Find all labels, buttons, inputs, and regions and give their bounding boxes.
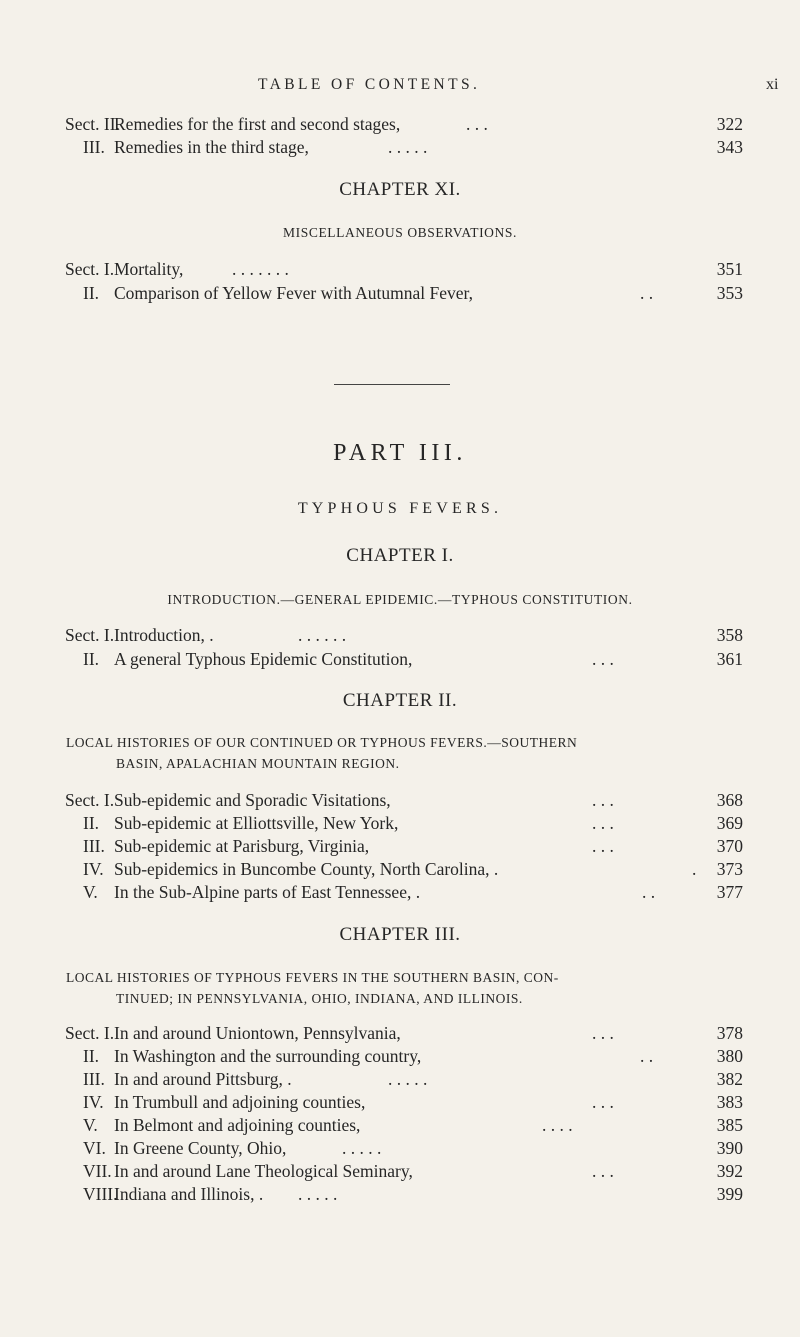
entry-page: 353	[716, 283, 743, 303]
toc-entry	[0, 1044, 800, 1068]
entry-title: Sub-epidemic and Sporadic Visitations,	[114, 790, 391, 810]
section-number: II.	[83, 283, 100, 303]
entry-page: 343	[716, 137, 743, 157]
section-number: Sect. I.	[65, 259, 115, 279]
leader-dots: . . .	[592, 790, 614, 810]
entry-title: A general Typhous Epidemic Constitution,	[114, 649, 413, 669]
part-heading: PART III.	[333, 440, 467, 466]
entry-title: Indiana and Illinois, .	[114, 1184, 264, 1204]
leader-dots: .	[692, 859, 697, 879]
toc-entry	[0, 857, 800, 881]
section-number: Sect. I.	[65, 625, 115, 645]
toc-entry	[0, 135, 800, 159]
section-number: VIII.	[83, 1184, 118, 1204]
leader-dots: . .	[642, 882, 656, 902]
entry-title: In the Sub-Alpine parts of East Tennessee, .	[114, 882, 421, 902]
section-number: Sect. II.	[65, 114, 120, 134]
section-number: II.	[83, 649, 100, 669]
leader-dots: . . . . . .	[298, 625, 347, 645]
section-number: III.	[83, 137, 105, 157]
entry-page: 370	[716, 836, 743, 856]
entry-title: Sub-epidemics in Buncombe County, North Carolina, .	[114, 859, 499, 879]
toc-entry	[0, 623, 800, 647]
chapter-heading: CHAPTER XI.	[339, 179, 461, 200]
entry-title: Sub-epidemic at Elliottsville, New York,	[114, 813, 399, 833]
leader-dots: . . .	[592, 1161, 614, 1181]
chapter-subheading: MISCELLANEOUS OBSERVATIONS.	[283, 225, 517, 240]
leader-dots: . . . . .	[388, 1069, 428, 1089]
toc-entry	[0, 1159, 800, 1183]
chapter-subheading-continued: BASIN, APALACHIAN MOUNTAIN REGION.	[116, 756, 400, 771]
section-number: II.	[83, 1046, 100, 1066]
chapter-subheading: LOCAL HISTORIES OF OUR CONTINUED OR TYPHOUS FEVERS.—SOUTHERN	[66, 735, 578, 750]
entry-page: 392	[716, 1161, 743, 1181]
section-number: Sect. I.	[65, 790, 115, 810]
entry-title: Remedies in the third stage,	[114, 137, 309, 157]
leader-dots: . .	[640, 283, 654, 303]
section-number: IV.	[83, 859, 104, 879]
chapter-heading: CHAPTER I.	[346, 545, 454, 566]
toc-entry	[0, 1113, 800, 1137]
section-number: III.	[83, 1069, 105, 1089]
running-head: TABLE OF CONTENTS.	[258, 76, 481, 93]
page-number: xi	[766, 76, 779, 93]
entry-page: 361	[716, 649, 743, 669]
toc-entry	[0, 1182, 800, 1206]
entry-page: 322	[716, 114, 743, 134]
chapter-heading: CHAPTER II.	[342, 690, 458, 711]
leader-dots: . . . .	[542, 1115, 573, 1135]
entry-page: 399	[716, 1184, 743, 1204]
toc-entry	[0, 1021, 800, 1045]
toc-entry	[0, 788, 800, 812]
entry-title: In and around Uniontown, Pennsylvania,	[114, 1023, 401, 1043]
entry-page: 385	[716, 1115, 743, 1135]
chapter-subheading: INTRODUCTION.—GENERAL EPIDEMIC.—TYPHOUS CONSTITUTION.	[167, 592, 633, 607]
entry-title: In Greene County, Ohio,	[114, 1138, 287, 1158]
chapter-subheading-continued: TINUED; IN PENNSYLVANIA, OHIO, INDIANA, AND ILLINOIS.	[116, 991, 523, 1006]
entry-page: 382	[716, 1069, 743, 1089]
toc-entry	[0, 1136, 800, 1160]
leader-dots: . . .	[592, 1023, 614, 1043]
entry-page: 373	[716, 859, 743, 879]
entry-page: 368	[716, 790, 743, 810]
leader-dots: . . .	[592, 649, 614, 669]
entry-page: 380	[716, 1046, 743, 1066]
entry-page: 358	[716, 625, 743, 645]
section-number: V.	[83, 1115, 98, 1135]
entry-title: In Trumbull and adjoining counties,	[114, 1092, 366, 1112]
toc-entry	[0, 112, 800, 136]
leader-dots: . . .	[592, 813, 614, 833]
section-number: VI.	[83, 1138, 106, 1158]
chapter-heading: CHAPTER III.	[339, 924, 461, 945]
leader-dots: . . .	[466, 114, 488, 134]
toc-entry	[0, 880, 800, 904]
entry-page: 369	[716, 813, 743, 833]
leader-dots: . . .	[592, 1092, 614, 1112]
entry-page: 378	[716, 1023, 743, 1043]
leader-dots: . . . . .	[342, 1138, 382, 1158]
part-subtitle: TYPHOUS FEVERS.	[297, 500, 503, 517]
entry-title: In Belmont and adjoining counties,	[114, 1115, 361, 1135]
section-number: Sect. I.	[65, 1023, 115, 1043]
entry-title: In and around Pittsburg, .	[114, 1069, 292, 1089]
section-number: VII.	[83, 1161, 112, 1181]
entry-title: Comparison of Yellow Fever with Autumnal Fever,	[114, 283, 473, 303]
section-number: V.	[83, 882, 98, 902]
toc-entry	[0, 1090, 800, 1114]
section-number: IV.	[83, 1092, 104, 1112]
toc-entry	[0, 811, 800, 835]
entry-title: Sub-epidemic at Parisburg, Virginia,	[114, 836, 370, 856]
leader-dots: . . . . .	[388, 137, 428, 157]
entry-page: 383	[716, 1092, 743, 1112]
toc-entry	[0, 257, 800, 281]
leader-dots: . . . . .	[298, 1184, 338, 1204]
section-divider	[334, 384, 450, 385]
chapter-subheading: LOCAL HISTORIES OF TYPHOUS FEVERS IN THE SOUTHERN BASIN, CON-	[66, 970, 559, 985]
leader-dots: . .	[640, 1046, 654, 1066]
section-number: II.	[83, 813, 100, 833]
entry-title: In and around Lane Theological Seminary,	[114, 1161, 413, 1181]
toc-entry	[0, 647, 800, 671]
section-number: III.	[83, 836, 105, 856]
entry-title: Mortality,	[114, 259, 184, 279]
entry-title: Introduction, .	[114, 625, 214, 645]
entry-title: Remedies for the first and second stages,	[114, 114, 401, 134]
toc-entry	[0, 281, 800, 305]
leader-dots: . . .	[592, 836, 614, 856]
entry-page: 377	[716, 882, 743, 902]
entry-page: 390	[716, 1138, 743, 1158]
toc-entry	[0, 1067, 800, 1091]
toc-entry	[0, 834, 800, 858]
entry-title: In Washington and the surrounding country,	[114, 1046, 422, 1066]
entry-page: 351	[716, 259, 743, 279]
leader-dots: . . . . . . .	[232, 259, 289, 279]
